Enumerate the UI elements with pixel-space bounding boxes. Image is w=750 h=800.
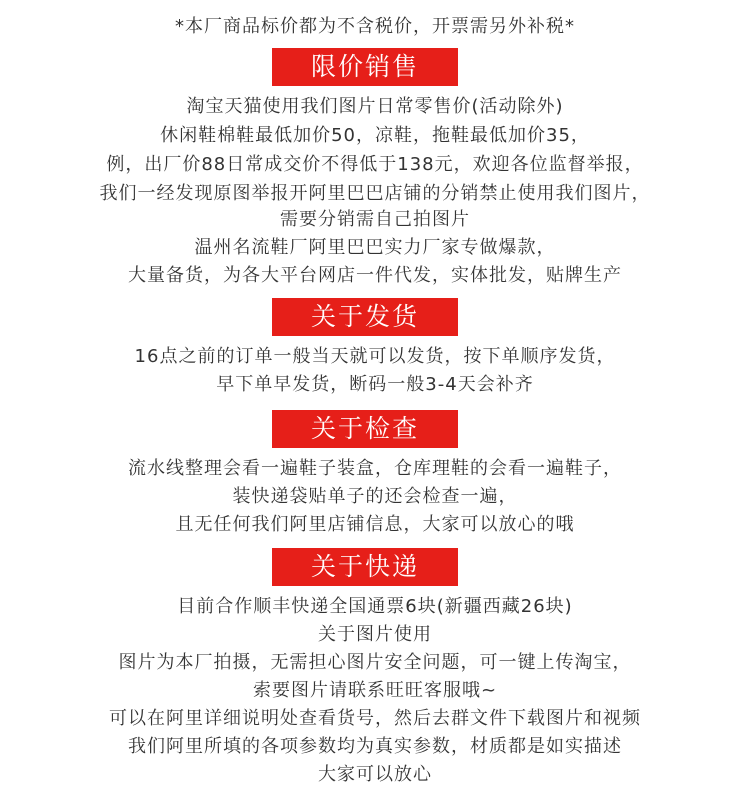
- section-heading-text: 关于发货: [310, 302, 419, 331]
- section-line: 图片为本厂拍摄，无需担心图片安全问题，可一键上传淘宝，: [118, 652, 632, 673]
- section-line: 装快递袋贴单子的还会检查一遍，: [232, 486, 518, 507]
- section-line: 流水线整理会看一遍鞋子装盒，仓库理鞋的会看一遍鞋子，: [128, 458, 622, 479]
- section-line: 索要图片请联系旺旺客服哦~: [252, 680, 498, 701]
- section-heading-text: 限价销售: [310, 52, 419, 81]
- section-line: 目前合作顺丰快递全国通票6块(新疆西藏26块): [177, 596, 573, 617]
- section-heading-price-limit: [272, 48, 458, 86]
- section-heading-courier: [272, 548, 458, 586]
- section-heading-inspection: [272, 410, 458, 448]
- section-line: 温州名流鞋厂阿里巴巴实力厂家专做爆款，: [194, 237, 556, 258]
- section-line: 我们一经发现原图举报开阿里巴巴店铺的分销禁止使用我们图片，: [99, 183, 651, 204]
- section-line: 且无任何我们阿里店铺信息，大家可以放心的哦: [175, 514, 575, 535]
- section-heading-text: 关于检查: [310, 414, 419, 443]
- section-line: 休闲鞋棉鞋最低加价50，凉鞋，拖鞋最低加价35，: [160, 125, 590, 146]
- section-line: 关于图片使用: [318, 624, 432, 645]
- section-line: 可以在阿里详细说明处查看货号，然后去群文件下载图片和视频: [109, 708, 641, 729]
- section-line: 我们阿里所填的各项参数均为真实参数，材质都是如实描述: [128, 736, 622, 757]
- section-line: 淘宝天猫使用我们图片日常零售价(活动除外): [186, 96, 564, 117]
- section-line: 例，出厂价88日常成交价不得低于138元，欢迎各位监督举报，: [106, 154, 644, 175]
- section-line: 大家可以放心: [318, 764, 432, 785]
- section-line: 大量备货，为各大平台网店一件代发，实体批发，贴牌生产: [128, 265, 622, 286]
- section-line: 需要分销需自己拍图片: [280, 209, 470, 230]
- section-line: 早下单早发货，断码一般3-4天会补齐: [216, 374, 534, 395]
- tax-notice: *本厂商品标价都为不含税价，开票需另外补税*: [175, 16, 575, 37]
- section-line: 16点之前的订单一般当天就可以发货，按下单顺序发货，: [134, 346, 616, 367]
- section-heading-shipping: [272, 298, 458, 336]
- section-heading-text: 关于快递: [310, 552, 419, 581]
